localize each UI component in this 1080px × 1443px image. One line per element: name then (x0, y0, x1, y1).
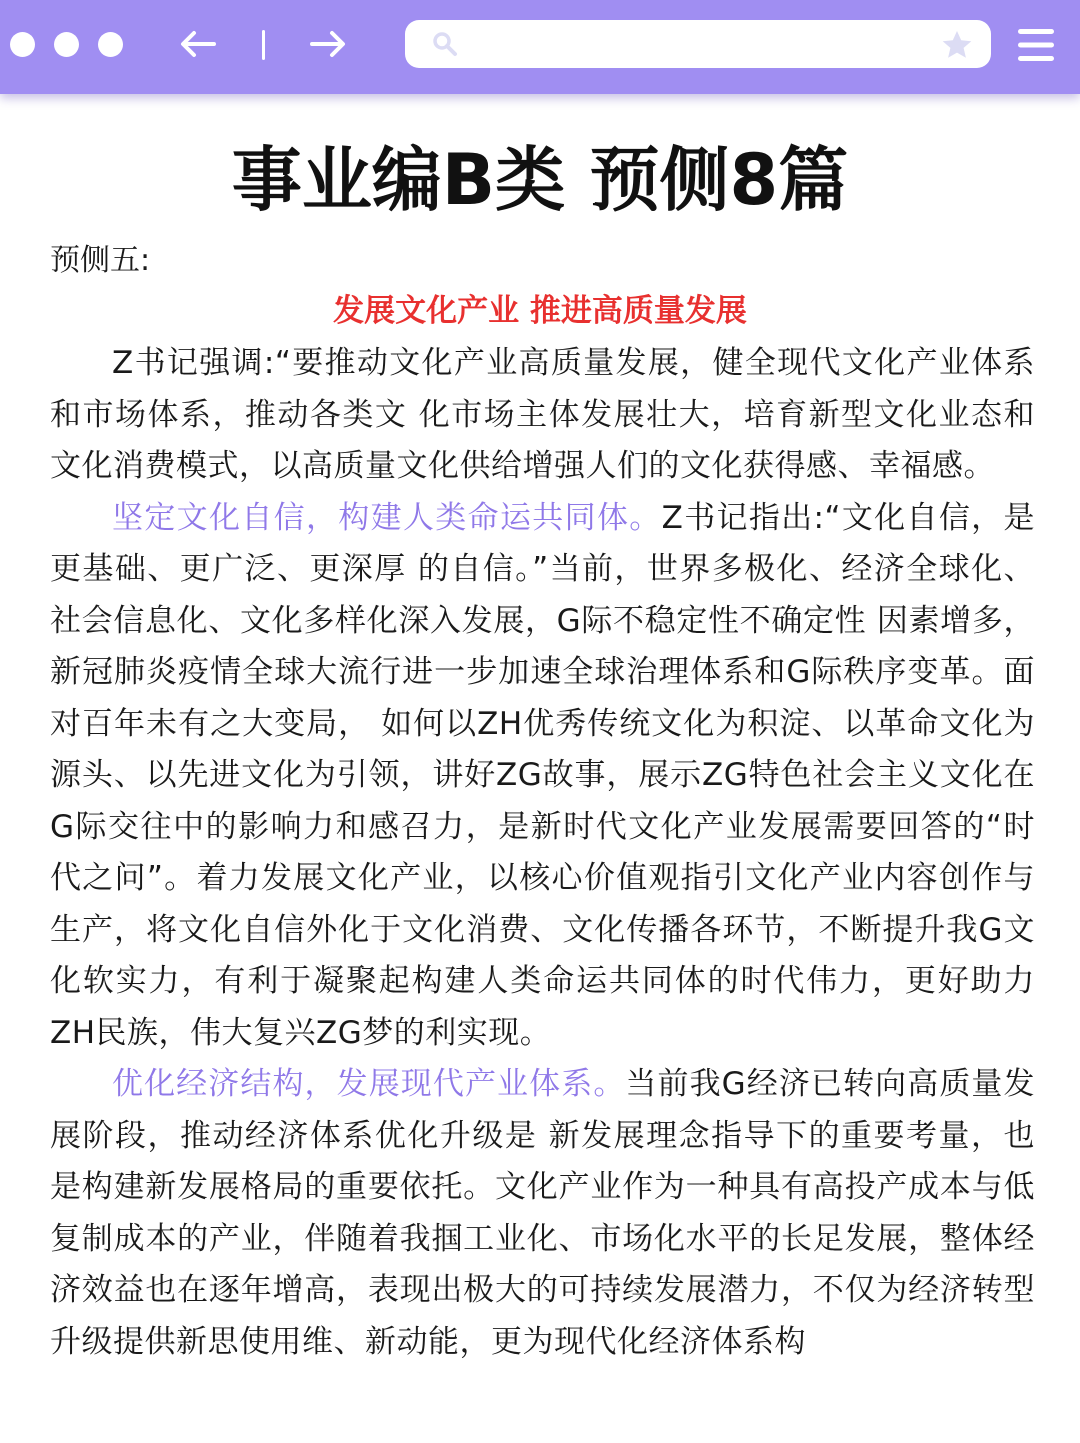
window-dot-icon[interactable] (98, 32, 123, 57)
star-icon[interactable] (941, 29, 973, 61)
window-dot-icon[interactable] (10, 32, 35, 57)
paragraph-text: Z书记强调:“要推动文化产业高质量发展，健全现代文化产业体系和市场体系，推动各类文 化市场主体发展壮大，培育新型文化业态和文化消费模式，以高质量文化供给增强人们的文化获得感、幸福感。 (50, 345, 1035, 484)
search-icon (431, 30, 459, 58)
address-bar[interactable] (405, 20, 991, 68)
forward-arrow-icon (308, 29, 348, 59)
paragraph (50, 493, 1035, 1060)
back-arrow-icon (178, 29, 218, 59)
forward-button[interactable] (306, 22, 350, 66)
paragraph (50, 338, 1035, 493)
paragraph-lead: 优化经济结构，发展现代产业体系。 (112, 1066, 626, 1102)
paragraph (50, 1059, 1035, 1368)
paragraph-text: 当前我G经济已转向高质量发展阶段，推动经济体系优化升级是 新发展理念指导下的重要考量，也是构建新发展格局的重要依托。文化产业作为一种具有高投产成本与低复制成本的产业，伴随着我掴工业化、市场化水平的长足发展，整体经济效益也在逐年增高，表现出极大的可持续发展潜力，不仅为经济转型升级提供新思使用维、新动能，更为现代化经济体系构 (50, 1066, 1036, 1360)
back-button[interactable] (176, 22, 220, 66)
article-heading: 发展文化产业 推进高质量发展 (333, 293, 747, 329)
window-controls (10, 32, 123, 57)
search-input[interactable] (469, 28, 923, 62)
section-label: 预侧五: (50, 243, 151, 278)
paragraph-text: Z书记指出:“文化自信，是更基础、更广泛、更深厚 的自信。”当前，世界多极化、经济全球化、社会信息化、文化多样化深入发展，G际不稳定性不确定性 因素增多，新冠肺炎疫情全球大流行进一步加速全球治理体系和G际秩序变革。面对百年未有之大变局， 如何以ZH优秀传统文化为积淀、以革命文化为源头、以先进文化为引领，讲好ZG故事，展示ZG特色社会主义文化在G际交往中的影响力和感召力，是新时代文化产业发展需要回答的“时代之问”。着力发展文化产业，以核心价值观指引文化产业内容创作与生产，将文化自信外化于文化消费、文化传播各环节，不断提升我G文化软实力，有利于凝聚起构建人类命运共同体的时代伟力，更好助力ZH民族，伟大复兴ZG梦的利实现。 (50, 499, 1035, 1051)
paragraph-lead: 坚定文化自信，构建人类命运共同体。 (112, 499, 662, 536)
window-dot-icon[interactable] (54, 32, 79, 57)
browser-toolbar (0, 0, 1080, 94)
page-title: 事业编B类 预侧8篇 (231, 139, 849, 221)
article-body (50, 338, 1035, 1368)
nav-divider (262, 30, 265, 60)
menu-icon[interactable] (1016, 26, 1056, 64)
